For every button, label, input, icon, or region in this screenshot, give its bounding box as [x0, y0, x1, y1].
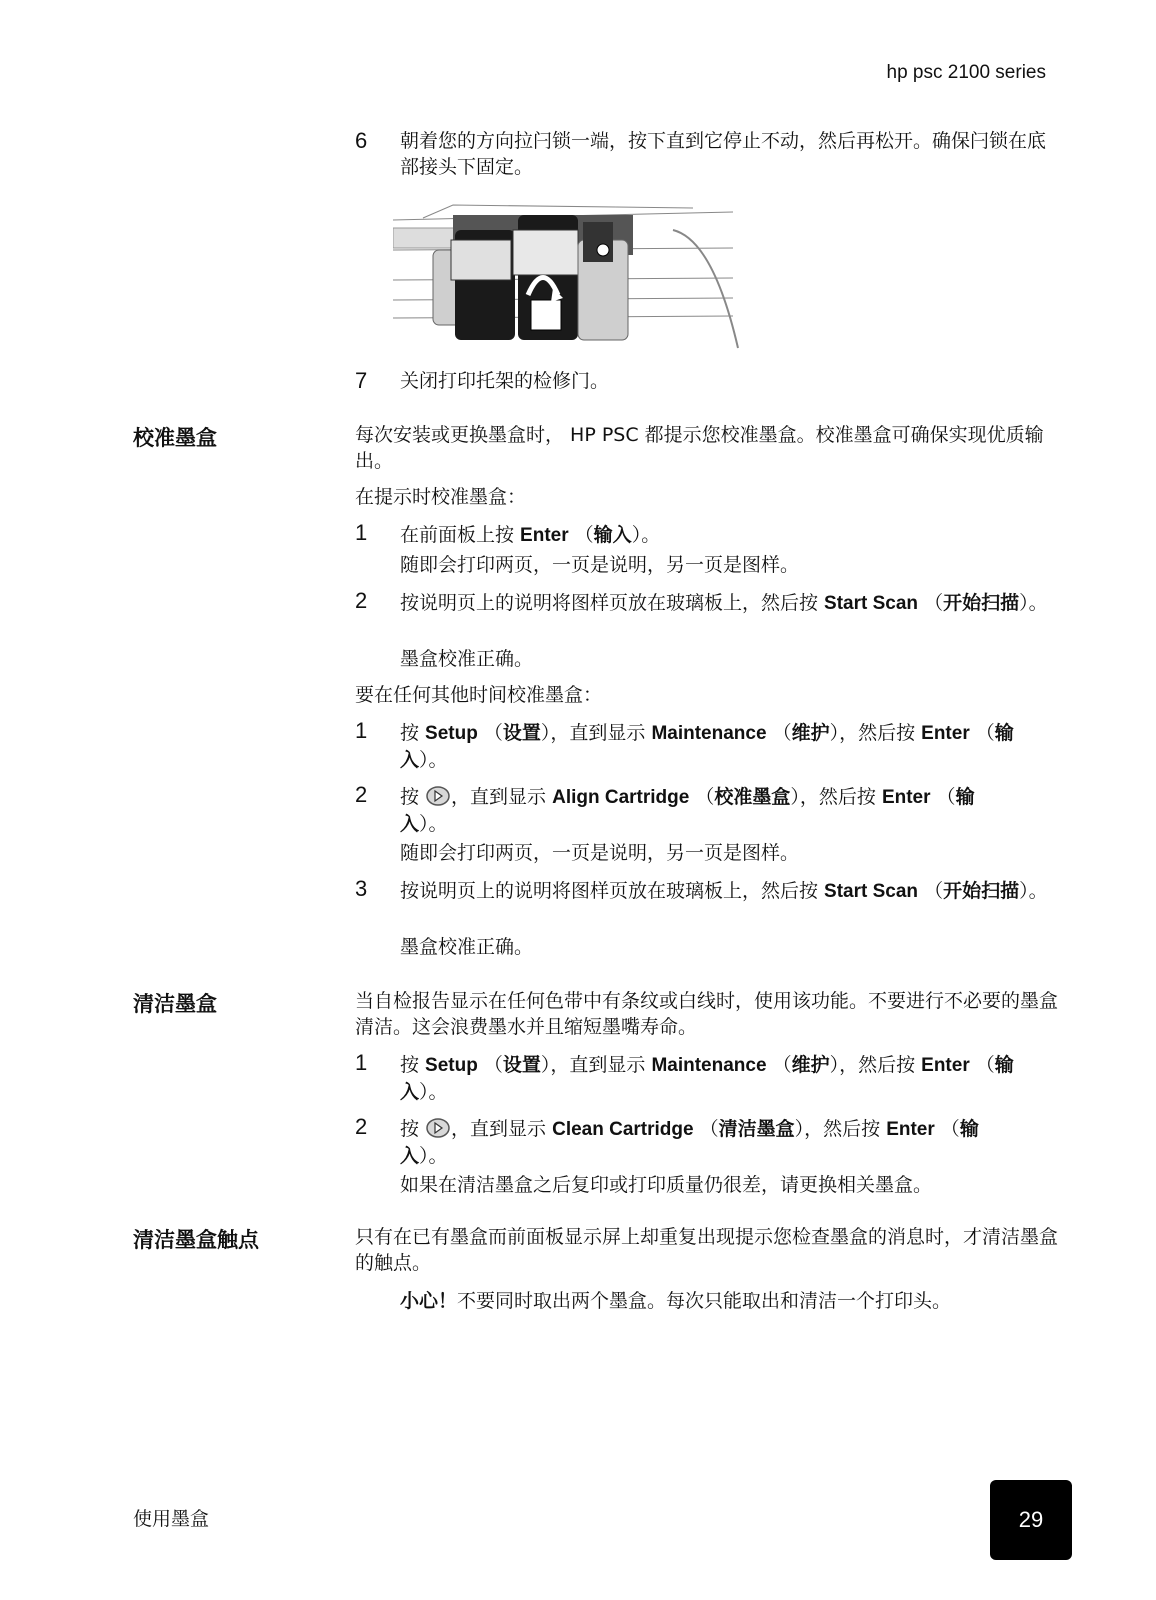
- section-intro: 只有在已有墨盒而前面板显示屏上却重复出现提示您检查墨盒的消息时，才清洁墨盒的触点。: [355, 1226, 1059, 1274]
- caution-note: 小心！不要同时取出两个墨盒。每次只能取出和清洁一个打印头。: [400, 1290, 952, 1312]
- step-text: 关闭打印托架的检修门。: [400, 370, 610, 392]
- step-text: 按 ，直到显示 Clean Cartridge （清洁墨盒），然后按 Enter （输入）。: [400, 1118, 979, 1167]
- section-intro: 当自检报告显示在任何色带中有条纹或白线时，使用该功能。不要进行不必要的墨盒清洁。这会浪费墨水并且缩短墨嘴寿命。: [355, 990, 1059, 1038]
- step-text: 按 Setup （设置），直到显示 Maintenance （维护），然后按 Enter （输入）。: [400, 1054, 1014, 1103]
- step-note: 墨盒校准正确。: [400, 648, 534, 670]
- step-text: 按 ，直到显示 Align Cartridge （校准墨盒），然后按 Enter （输入）。: [400, 786, 975, 835]
- section-heading: 清洁墨盒: [133, 992, 217, 1016]
- paragraph: 要在任何其他时间校准墨盒：: [355, 684, 603, 706]
- step-number: 2: [355, 1114, 368, 1139]
- step-number: 1: [355, 520, 368, 545]
- section-intro: 每次安装或更换墨盒时， HP PSC 都提示您校准墨盒。校准墨盒可确保实现优质输出。: [355, 424, 1044, 472]
- step-text: 在前面板上按 Enter （输入）。: [400, 524, 661, 546]
- footer-section-name: 使用墨盒: [133, 1508, 210, 1530]
- right-arrow-button-icon: [425, 1117, 451, 1139]
- step-number: 2: [355, 782, 368, 807]
- step-text: 朝着您的方向拉闩锁一端，按下直到它停止不动，然后再松开。确保闩锁在底部接头下固定。: [400, 130, 1047, 178]
- caution-label: 小心！: [400, 1290, 458, 1312]
- step-note: 随即会打印两页，一页是说明，另一页是图样。: [400, 554, 800, 576]
- step-text: 按 Setup （设置），直到显示 Maintenance （维护），然后按 Enter （输入）。: [400, 722, 1014, 771]
- cartridge-latch-illustration: [393, 200, 743, 350]
- step-note: 墨盒校准正确。: [400, 936, 534, 958]
- step-text: 按说明页上的说明将图样页放在玻璃板上，然后按 Start Scan （开始扫描）。: [400, 592, 1048, 614]
- right-arrow-button-icon: [425, 785, 451, 807]
- section-heading: 校准墨盒: [133, 426, 217, 450]
- step-number: 2: [355, 588, 368, 613]
- section-heading: 清洁墨盒触点: [133, 1228, 259, 1252]
- step-text: 按说明页上的说明将图样页放在玻璃板上，然后按 Start Scan （开始扫描）。: [400, 880, 1048, 902]
- step-number: 1: [355, 1050, 368, 1075]
- step-note: 随即会打印两页，一页是说明，另一页是图样。: [400, 842, 800, 864]
- step-number: 6: [355, 128, 368, 153]
- step-number: 1: [355, 718, 368, 743]
- step-number: 3: [355, 876, 368, 901]
- step-number: 7: [355, 368, 368, 393]
- paragraph: 在提示时校准墨盒：: [355, 486, 527, 508]
- running-header: hp psc 2100 series: [886, 62, 1046, 83]
- page-number: 29: [990, 1480, 1072, 1560]
- step-note: 如果在清洁墨盒之后复印或打印质量仍很差，请更换相关墨盒。: [400, 1174, 933, 1196]
